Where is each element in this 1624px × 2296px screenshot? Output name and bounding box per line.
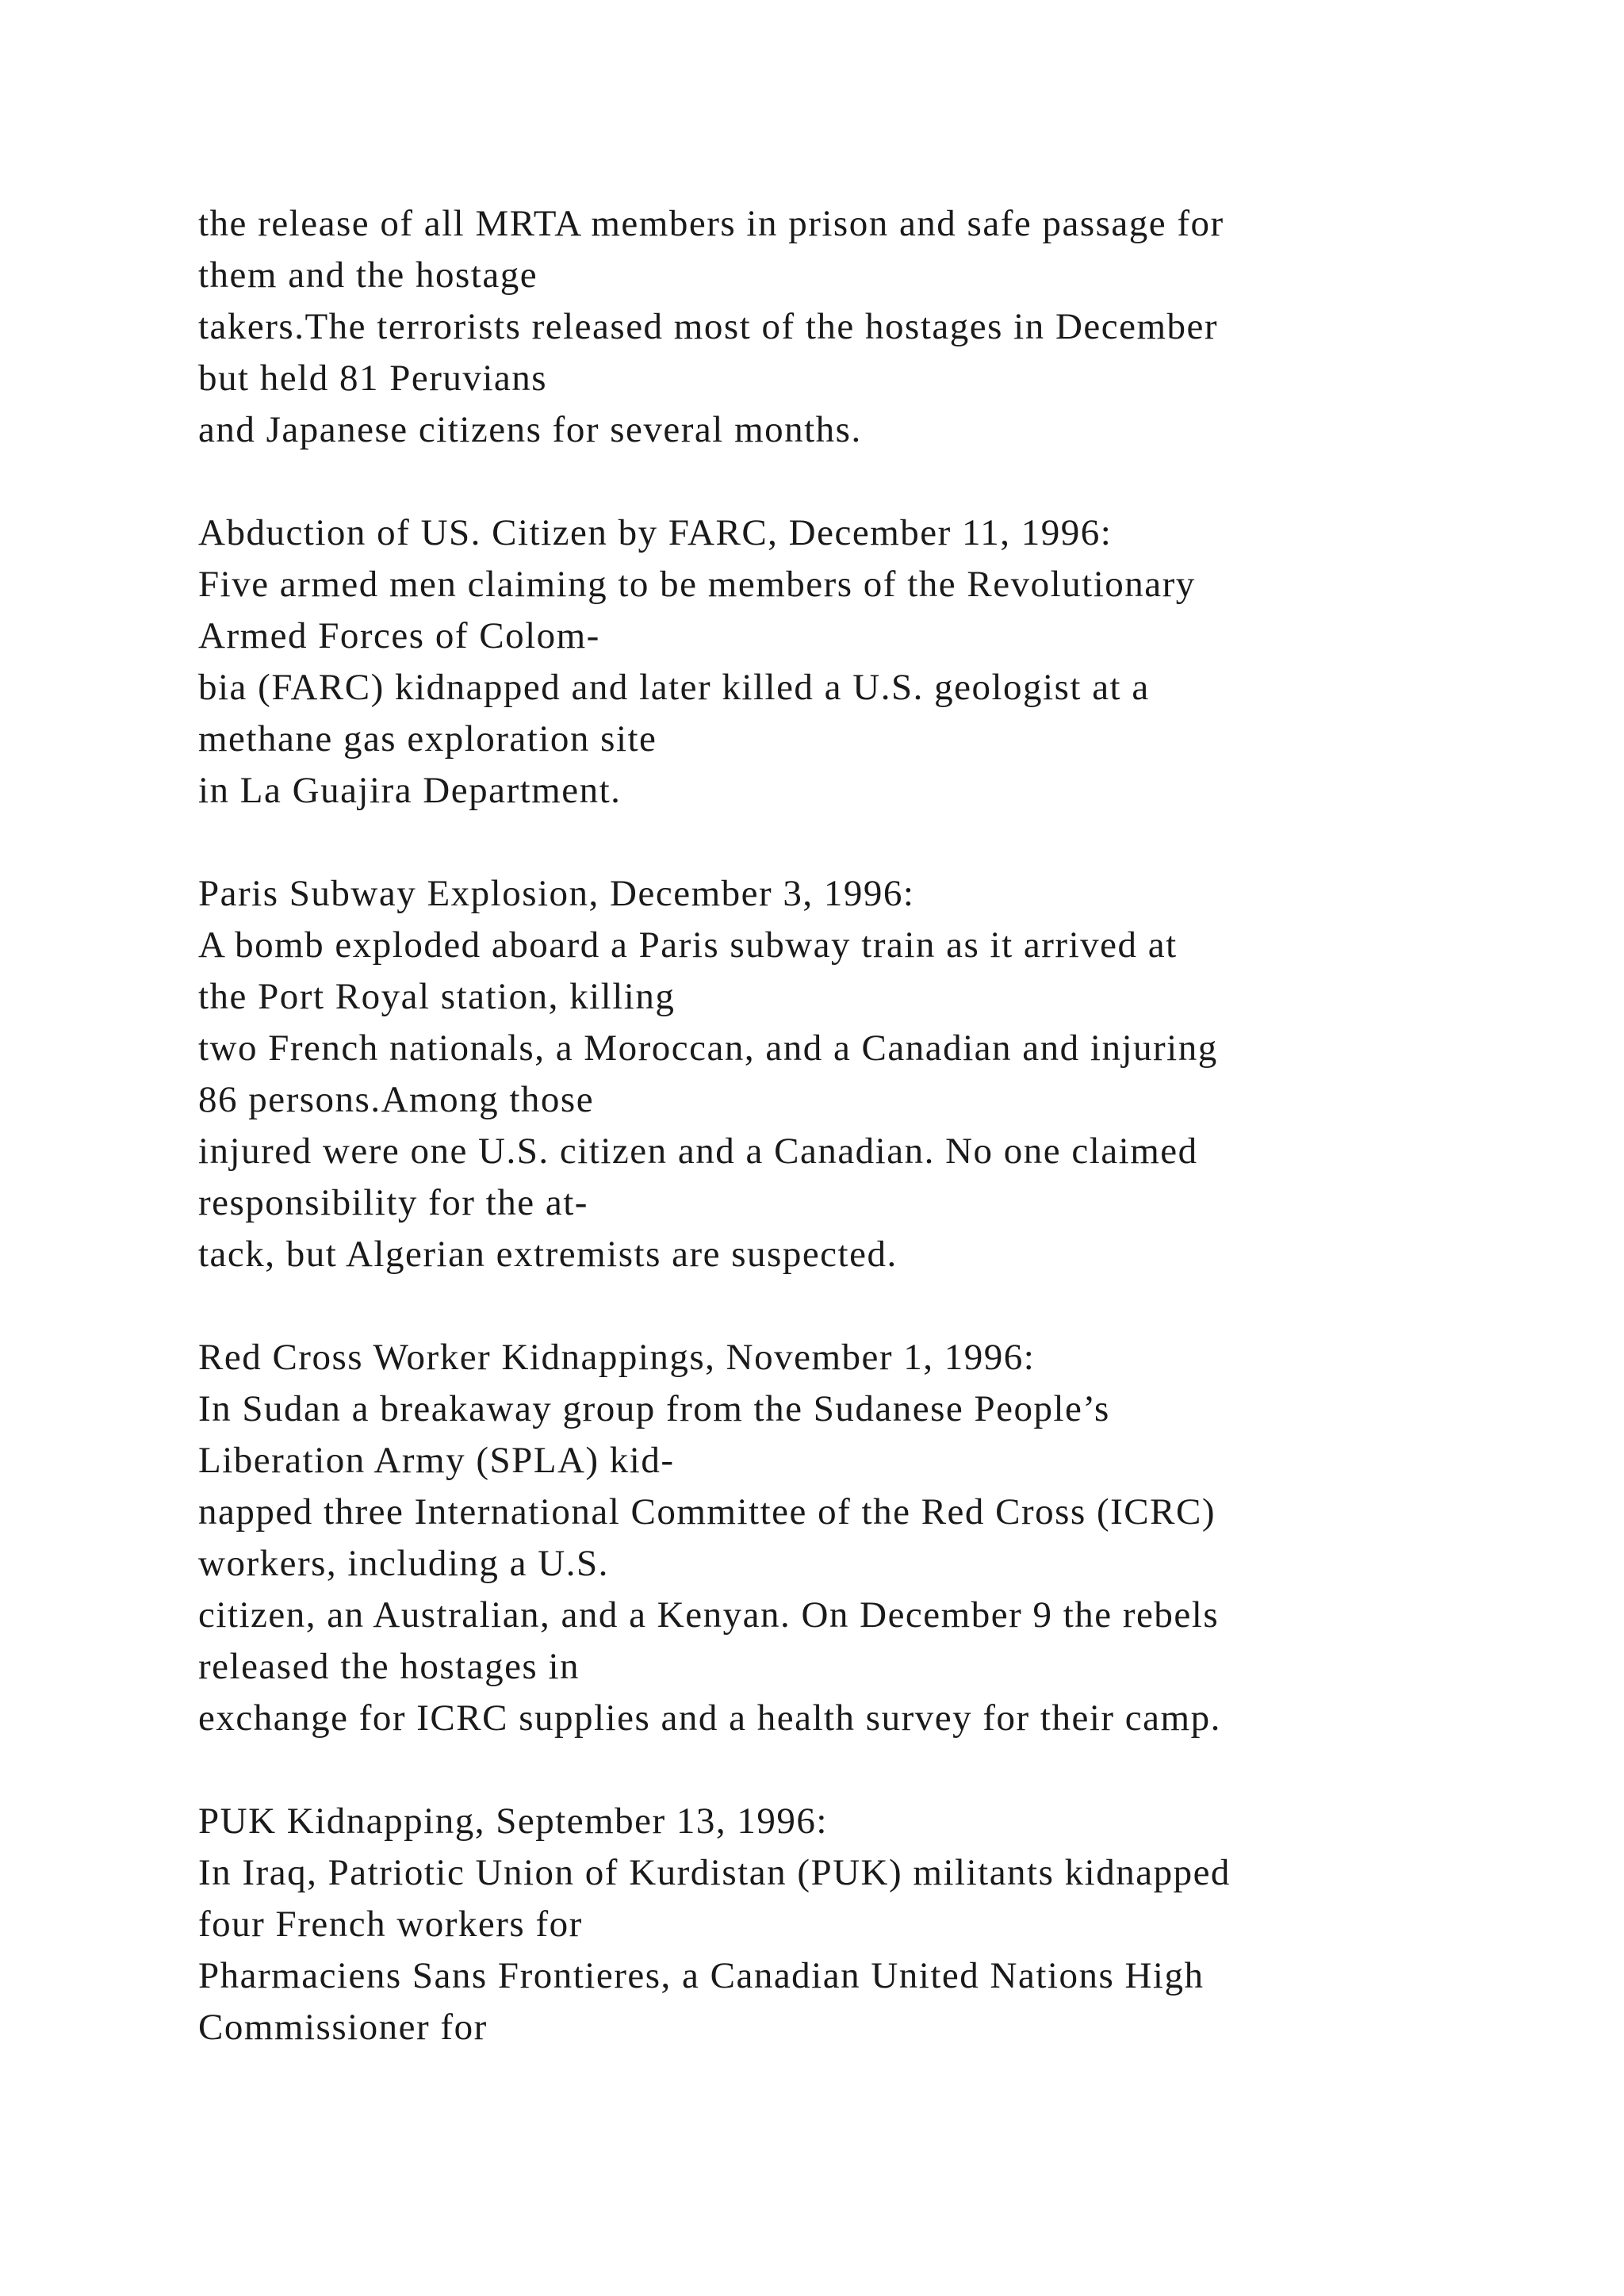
text-line: the release of all MRTA members in prison and safe passage for <box>198 203 1224 244</box>
text-line: Five armed men claiming to be members of the Revolutionary <box>198 564 1196 605</box>
text-line: Liberation Army (SPLA) kid- <box>198 1440 675 1481</box>
text-line: the Port Royal station, killing <box>198 976 676 1017</box>
paragraph-heading: Paris Subway Explosion, December 3, 1996: <box>198 873 915 914</box>
paragraph-mrta-continuation <box>198 198 1435 456</box>
text-line: bia (FARC) kidnapped and later killed a U.S. geologist at a <box>198 667 1150 708</box>
text-line: released the hostages in <box>198 1646 580 1687</box>
text-line: Pharmaciens Sans Frontieres, a Canadian United Nations High <box>198 1955 1205 1996</box>
text-line: exchange for ICRC supplies and a health survey for their camp. <box>198 1697 1221 1739</box>
document-page <box>198 198 1435 2105</box>
text-line: and Japanese citizens for several months. <box>198 409 862 450</box>
text-line: 86 persons.Among those <box>198 1079 595 1120</box>
text-line: Commissioner for <box>198 2007 488 2048</box>
text-line: takers.The terrorists released most of the hostages in December <box>198 306 1219 347</box>
text-line: two French nationals, a Moroccan, and a Canadian and injuring <box>198 1027 1218 1069</box>
text-line: methane gas exploration site <box>198 718 657 760</box>
paragraph-paris-subway <box>198 868 1435 1280</box>
text-line: four French workers for <box>198 1904 583 1945</box>
text-line: In Iraq, Patriotic Union of Kurdistan (PUK) militants kidnapped <box>198 1852 1231 1893</box>
text-line: napped three International Committee of the Red Cross (ICRC) <box>198 1491 1216 1533</box>
text-line: workers, including a U.S. <box>198 1543 609 1584</box>
paragraph-farc-abduction <box>198 507 1435 817</box>
paragraph-heading: Abduction of US. Citizen by FARC, December 11, 1996: <box>198 512 1113 553</box>
text-line: Armed Forces of Colom- <box>198 615 600 656</box>
paragraph-red-cross <box>198 1332 1435 1744</box>
text-line: but held 81 Peruvians <box>198 358 548 399</box>
text-line: citizen, an Australian, and a Kenyan. On December 9 the rebels <box>198 1594 1220 1636</box>
text-line: in La Guajira Department. <box>198 770 622 811</box>
text-line: them and the hostage <box>198 254 538 296</box>
text-line: responsibility for the at- <box>198 1182 588 1223</box>
paragraph-puk-kidnapping <box>198 1796 1435 2053</box>
text-line: tack, but Algerian extremists are suspected. <box>198 1234 898 1275</box>
text-line: injured were one U.S. citizen and a Canadian. No one claimed <box>198 1131 1198 1172</box>
paragraph-heading: Red Cross Worker Kidnappings, November 1, 1996: <box>198 1337 1036 1378</box>
text-line: A bomb exploded aboard a Paris subway train as it arrived at <box>198 924 1178 966</box>
paragraph-heading: PUK Kidnapping, September 13, 1996: <box>198 1800 828 1842</box>
text-line: In Sudan a breakaway group from the Sudanese People’s <box>198 1388 1110 1429</box>
